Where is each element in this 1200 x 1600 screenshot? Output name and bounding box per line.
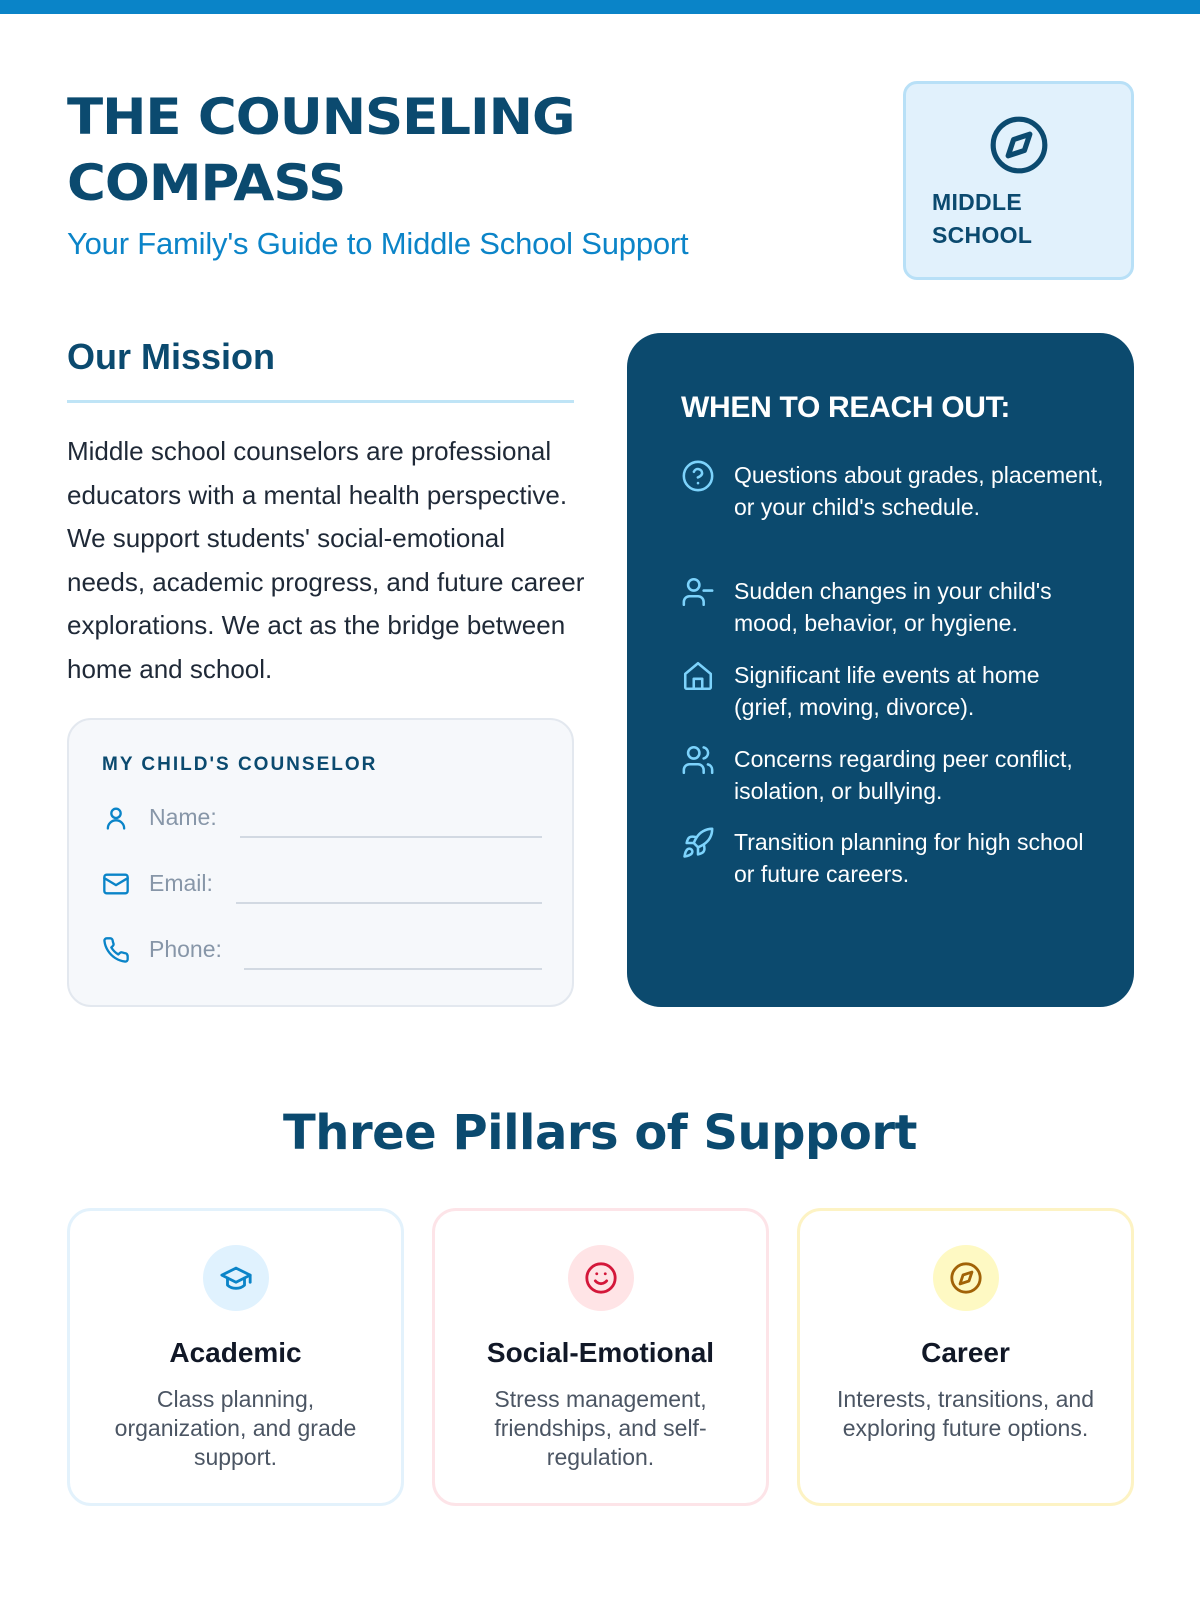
phone-label: Phone: [149,936,222,962]
badge-line-2: SCHOOL [932,222,1033,248]
top-accent-bar [0,0,1200,14]
counselor-name-field[interactable] [102,798,542,838]
pillar-description: Interests, transitions, and exploring future options. [837,1386,1094,1441]
badge-label [932,186,1032,252]
pillar-card-academic [67,1208,404,1506]
reach-out-text: Questions about grades, placement, or your child's schedule. [734,462,1104,520]
page-subtitle: Your Family's Guide to Middle School Support [67,226,689,261]
counselor-card [67,718,574,1007]
rocket-icon [681,826,715,860]
pillar-description: Stress management, friendships, and self-regulation. [494,1386,707,1470]
home-icon [681,659,715,693]
title-line-1: THE COUNSELING [67,88,575,146]
pillar-card-social-emotional [432,1208,769,1506]
user-minus-icon [681,575,715,609]
compass-icon [988,114,1050,176]
email-label: Email: [149,870,213,896]
reach-out-text: Transition planning for high school or future careers. [734,829,1084,887]
reach-out-text: Concerns regarding peer conflict, isolation, or bullying. [734,746,1073,804]
pillar-icon-badge [568,1245,634,1311]
name-label: Name: [149,804,217,830]
reach-out-card [627,333,1134,1007]
pillar-title: Academic [169,1337,302,1368]
email-input-line[interactable] [236,902,542,904]
counselor-heading: MY CHILD'S COUNSELOR [102,754,378,775]
pillar-icon-badge [203,1245,269,1311]
mission-text: Middle school counselors are professional educators with a mental health perspective. We support students' social-emotional needs, academic progress, and future career explorations. We act as the bridge between home and school. [67,436,585,684]
badge-line-1: MIDDLE [932,189,1022,215]
reach-out-text: Sudden changes in your child's mood, behavior, or hygiene. [734,578,1052,636]
page-header [67,84,847,262]
phone-icon [102,936,130,964]
counselor-phone-field[interactable] [102,930,542,970]
question-circle-icon [681,459,715,493]
title-line-2: COMPASS [67,154,346,212]
counselor-email-field[interactable] [102,864,542,904]
graduation-cap-icon [219,1261,253,1295]
phone-input-line[interactable] [244,968,542,970]
reach-out-text: Significant life events at home (grief, moving, divorce). [734,662,1040,720]
mission-heading: Our Mission [67,336,276,377]
reach-out-heading: WHEN TO REACH OUT: [681,391,1011,424]
user-icon [102,804,130,832]
compass-icon [949,1261,983,1295]
page-title [67,84,894,216]
pillar-title: Social-Emotional [486,1337,715,1368]
school-level-badge [903,81,1134,280]
smile-icon [584,1261,618,1295]
pillar-card-career [797,1208,1134,1506]
pillar-icon-badge [933,1245,999,1311]
pillar-description: Class planning, organization, and grade support. [114,1386,357,1470]
mail-icon [102,870,130,898]
mission-divider [67,400,574,403]
pillar-title: Career [921,1337,1010,1368]
name-input-line[interactable] [240,836,542,838]
pillars-heading: Three Pillars of Support [283,1105,917,1161]
users-icon [681,743,715,777]
